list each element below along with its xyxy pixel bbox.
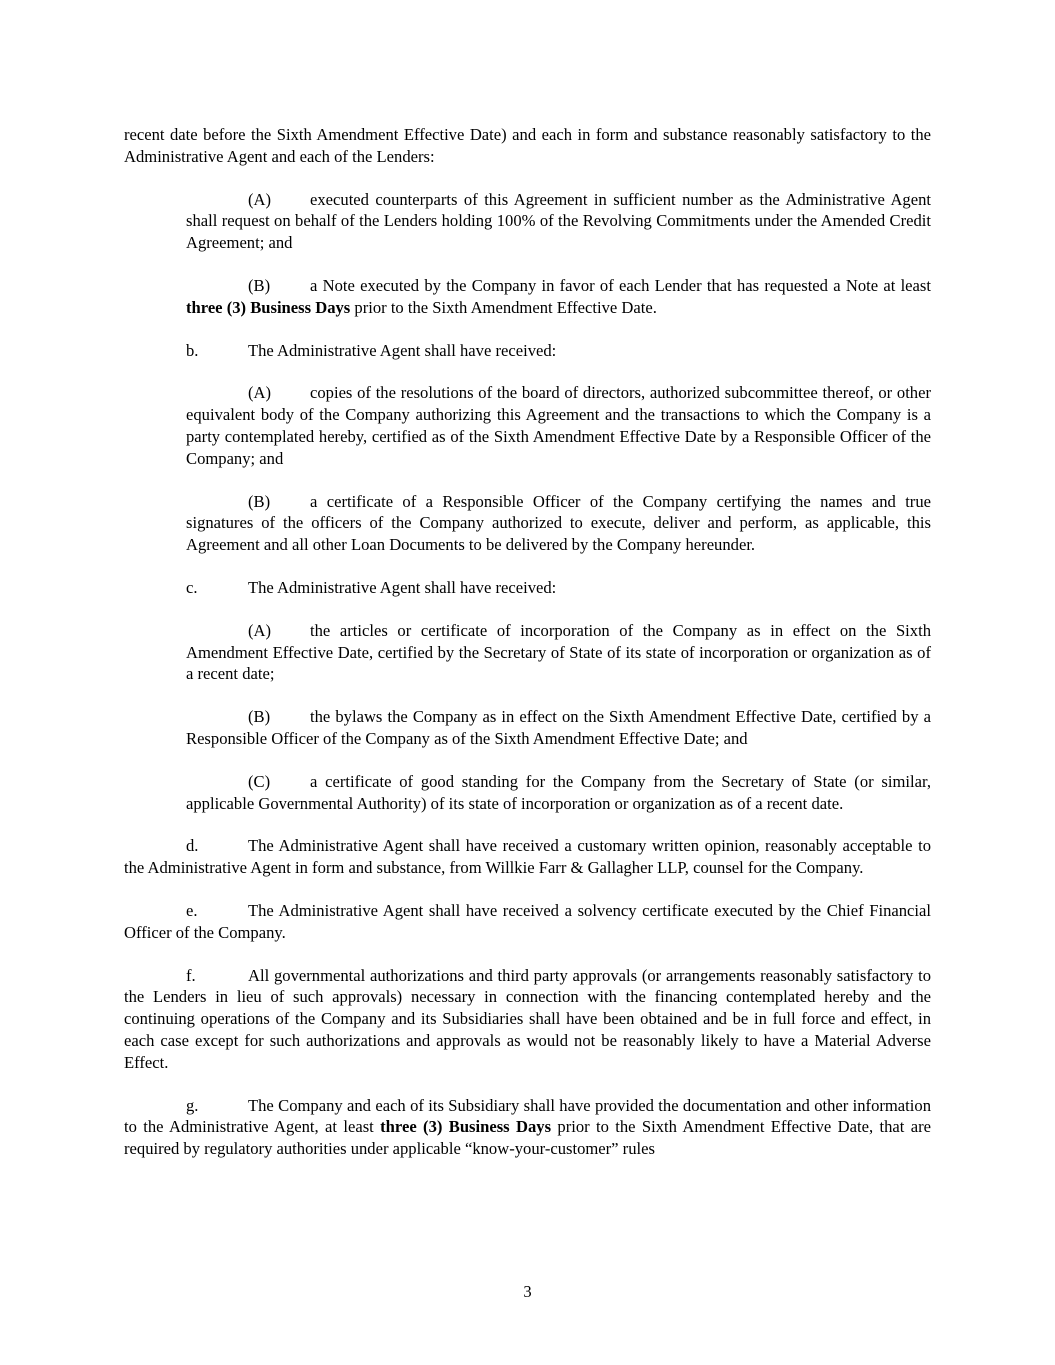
clause-b-A: [186, 382, 931, 469]
clause-text: copies of the resolutions of the board of directors, authorized subcommittee thereof, or other equivalent body of the Company authorizing this Agreement and the transactions to which the Company is a party contemplated hereby, certified as of the Sixth Amendment Effective Date by a Responsible Officer of the Company; and: [186, 383, 931, 468]
clause-text: The Administrative Agent shall have received:: [248, 577, 557, 597]
page-number: 3: [523, 1282, 532, 1301]
clause-label: g.: [186, 1095, 199, 1115]
clause-text: The Administrative Agent shall have received a customary written opinion, reasonably acceptable to the Administrative Agent in form and substance, from Willkie Farr & Gallagher LLP, counsel for the Company.: [124, 836, 931, 878]
clause-label: (B): [248, 707, 271, 727]
clause-c: [186, 577, 931, 599]
clause-c-A: [186, 620, 931, 685]
intro-paragraph: recent date before the Sixth Amendment Effective Date) and each in form and substance reasonably satisfactory to the Administrative Agent and each of the Lenders:: [124, 125, 931, 166]
clause-c-C: [186, 771, 931, 815]
clause-text: executed counterparts of this Agreement in sufficient number as the Administrative Agent shall request on behalf of the Lenders holding 100% of the Revolving Commitments under the Amended Credit Agreement; and: [186, 189, 931, 253]
clause-label: b.: [186, 340, 199, 360]
document-body: [124, 124, 931, 1181]
clause-b: [186, 340, 931, 362]
clause-text: prior to the Sixth Amendment Effective Date, that are required by regulatory authorities under applicable “know-your-customer” rules: [124, 1117, 931, 1159]
clause-b-B: [186, 491, 931, 556]
clause-label: (A): [248, 620, 272, 640]
bold-term: three (3) Business Days: [186, 297, 351, 317]
clause-text: the bylaws the Company as in effect on the Sixth Amendment Effective Date, certified by a Responsible Officer of the Company as of the Sixth Amendment Effective Date; and: [186, 707, 931, 748]
bold-term: three (3) Business Days: [380, 1117, 552, 1137]
clause-text: a certificate of good standing for the Company from the Secretary of State (or similar, applicable Governmental Authority) of its state of incorporation or organization as of a recent date.: [186, 771, 931, 813]
clause-text: All governmental authorizations and third party approvals (or arrangements reasonably satisfactory to the Lenders in lieu of such approvals) necessary in connection with the financing contemplated hereby and the continuing operations of the Company and its Subsidiaries shall have been obtained and be in full force and effect, in each case except for such authorizations and approvals as would not be reasonably likely to have a Material Adverse Effect.: [124, 965, 931, 1072]
clause-a-B: [186, 275, 931, 319]
clause-d: [124, 835, 931, 879]
clause-text: a Note executed by the Company in favor of each Lender that has requested a Note at least: [310, 275, 931, 295]
clause-label: f.: [186, 965, 196, 985]
clause-label: (A): [248, 189, 272, 209]
clause-g: [124, 1095, 931, 1160]
clause-label: (C): [248, 771, 271, 791]
clause-label: (A): [248, 383, 272, 403]
clause-label: (B): [248, 275, 271, 295]
clause-text: The Administrative Agent shall have received:: [248, 340, 557, 360]
clause-label: e.: [186, 900, 198, 920]
clause-e: [124, 900, 931, 944]
clause-label: c.: [186, 577, 198, 597]
clause-c-B: [186, 706, 931, 750]
clause-text: The Administrative Agent shall have received a solvency certificate executed by the Chief Financial Officer of the Company.: [124, 900, 931, 942]
clause-label: d.: [186, 836, 199, 856]
clause-text: The Company and each of its Subsidiary shall have provided the documentation and other information to the Administrative Agent, at least: [124, 1095, 931, 1137]
clause-label: (B): [248, 491, 271, 511]
clause-f: [124, 965, 931, 1074]
clause-text: prior to the Sixth Amendment Effective Date.: [350, 297, 657, 317]
clause-text: the articles or certificate of incorporation of the Company as in effect on the Sixth Amendment Effective Date, certified by the Secretary of State of its state of incorporation or organization as of a recent date;: [186, 620, 931, 684]
clause-a-A: [186, 189, 931, 254]
clause-text: a certificate of a Responsible Officer of the Company certifying the names and true signatures of the officers of the Company authorized to execute, deliver and perform, as applicable, this Agreement and all other Loan Documents to be delivered by the Company hereunder.: [186, 491, 931, 555]
